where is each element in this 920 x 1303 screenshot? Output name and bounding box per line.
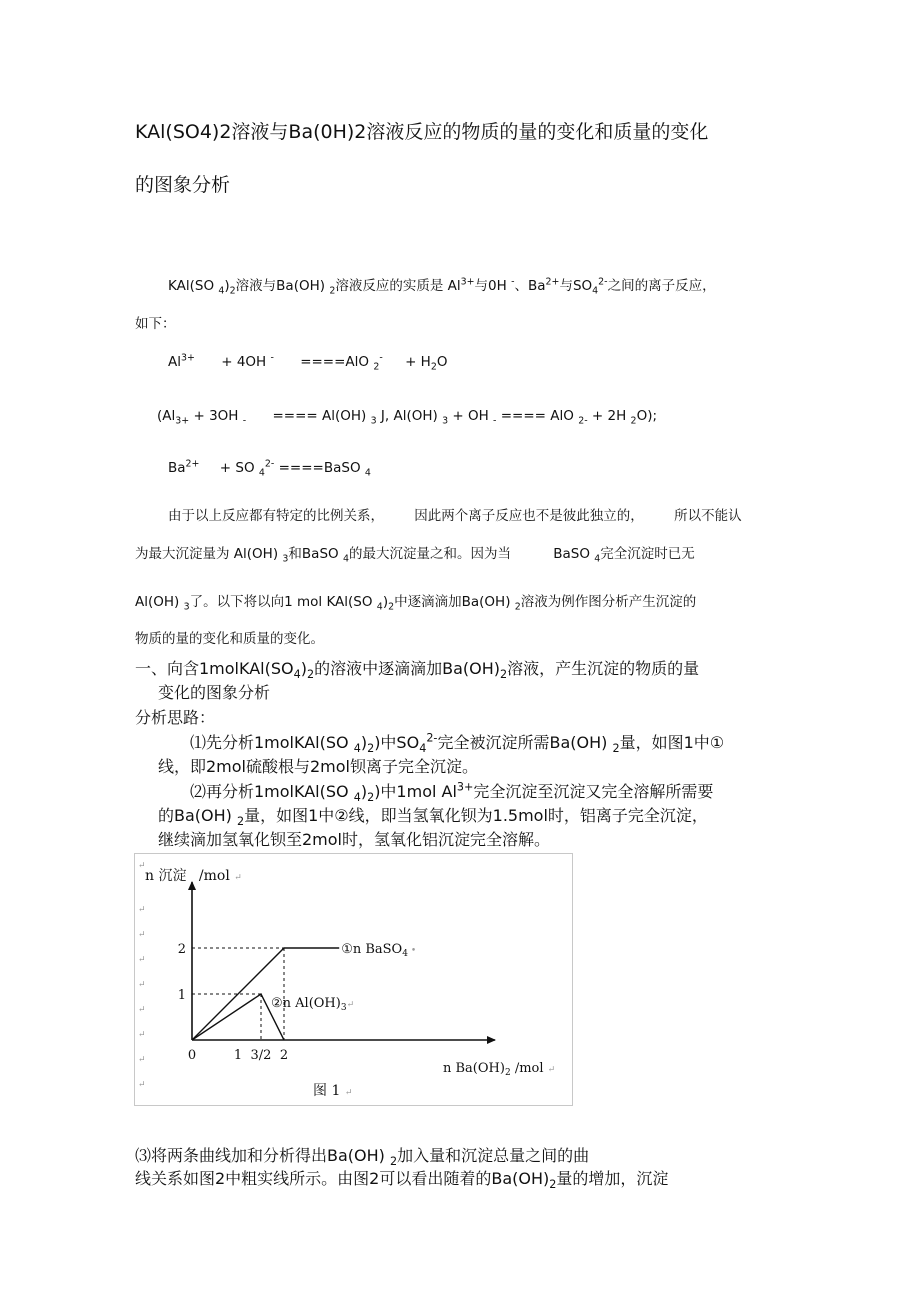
label-1-mark: •	[407, 946, 417, 956]
sub: 4	[353, 742, 361, 756]
text: )	[224, 278, 230, 294]
sub: 3	[442, 415, 449, 427]
text: 量，如图1中②线，即当氢氧化钡为1.5mol时，铝离子完全沉淀，	[244, 806, 708, 825]
sup: 2+	[185, 458, 200, 470]
section-heading-line-1	[135, 656, 700, 682]
figure-1-chart	[134, 853, 573, 1106]
sub: 4	[293, 668, 301, 682]
sub: 3	[183, 601, 190, 613]
text: ====AlO	[300, 354, 374, 370]
sub: 4	[592, 285, 599, 297]
label-2-sub: 3	[340, 1003, 347, 1013]
text: O);	[636, 408, 658, 424]
text: 与SO	[559, 278, 593, 294]
label-1-sub: 4	[402, 949, 408, 959]
sub: 2	[389, 1155, 398, 1169]
sup: 3+	[181, 352, 195, 364]
step-2-line-1	[190, 779, 714, 805]
text: ==== Al(OH)	[272, 408, 371, 424]
text: 物质的量的变化和质量的变化。	[135, 631, 324, 647]
sub: 4	[353, 791, 361, 805]
para-mark: ↵	[547, 1065, 556, 1075]
y-axis-label	[145, 868, 242, 884]
text: 所以不能认	[674, 508, 742, 524]
para-mark: ↵	[138, 1005, 146, 1015]
intro-paragraph-line-2	[135, 312, 176, 332]
document-title-line-1	[135, 117, 708, 144]
text: ==== AlO	[496, 408, 579, 424]
text: )	[360, 733, 368, 752]
text: 为最大沉淀量为 Al(OH)	[135, 546, 283, 562]
body-line-2	[135, 542, 695, 565]
sub: 4	[376, 601, 383, 613]
section-heading-line-2	[158, 680, 270, 703]
sub: 2	[630, 415, 637, 427]
sub: 3	[370, 415, 377, 427]
step-3-line-2	[135, 1166, 669, 1192]
text: 的溶液中逐滴滴加Ba(OH)	[314, 659, 501, 678]
title-text-1: KAl(SO4)2溶液与Ba(0H)2溶液反应的物质的量的变化和质量的变化	[135, 121, 709, 143]
equation-2	[157, 408, 658, 427]
text: 量，如图1中①	[619, 733, 725, 752]
sub: 2	[612, 742, 620, 756]
text: ⑶将两条曲线加和分析得出Ba(OH)	[135, 1146, 390, 1165]
text: KAl(SO	[168, 278, 219, 294]
sub: 2	[367, 791, 375, 805]
text: 溶液，产生沉淀的物质的量	[507, 659, 700, 678]
para-mark: ↵	[344, 1088, 353, 1098]
sub: 3+	[175, 415, 190, 427]
y-tick-label: 2	[177, 942, 186, 957]
text: J, Al(OH)	[376, 408, 443, 424]
body-line-1	[168, 504, 742, 524]
sub: 2	[549, 1178, 557, 1192]
step-3-line-1	[135, 1143, 590, 1169]
text: 一、向含1molKAl(SO	[135, 659, 294, 678]
para-mark: ↵	[138, 1055, 146, 1065]
text: + H	[405, 354, 431, 370]
para-mark: ↵	[138, 1030, 146, 1040]
body-line-3	[135, 590, 697, 613]
text: 的最大沉淀量之和。因为当	[348, 546, 511, 562]
text: 因此两个离子反应也不是彼此独立的，	[414, 508, 644, 524]
sup: 2-	[264, 458, 275, 470]
sub: 3	[282, 553, 289, 565]
text: 之间的离子反应，	[607, 278, 716, 294]
chart-data-layer	[178, 942, 416, 1063]
x-label-main: n Ba(OH)	[443, 1061, 505, 1076]
sub: 2-	[578, 415, 588, 427]
text: ⑵再分析1molKAl(SO	[190, 782, 354, 801]
sub: 2	[306, 668, 315, 682]
text: O	[436, 354, 448, 370]
label-2-mark: ↵	[346, 1000, 355, 1010]
text: 继续滴加氢氧化钡至2mol时，氢氧化铝沉淀完全溶解。	[158, 830, 551, 849]
text: + 2H	[587, 408, 631, 424]
y-label-unit: /mol	[198, 868, 230, 884]
sub: 2	[329, 285, 336, 297]
step-2-line-3	[158, 827, 550, 850]
document-title-line-2	[135, 170, 230, 197]
text: Ba	[168, 460, 186, 476]
text: )中SO	[374, 733, 420, 752]
step-2-line-2	[158, 803, 708, 829]
series-line-1	[192, 948, 339, 1040]
y-tick-label: 1	[177, 988, 186, 1003]
text: 由于以上反应都有特定的比例关系，	[168, 508, 384, 524]
caption-text: 图 1	[313, 1083, 341, 1099]
sup: -	[511, 276, 515, 288]
sub: 4	[258, 467, 265, 479]
text: 变化的图象分析	[158, 683, 271, 702]
text: BaSO	[553, 546, 595, 562]
sup: -	[270, 352, 274, 364]
text: (Al	[157, 408, 176, 424]
text: ⑴先分析1molKAl(SO	[190, 733, 354, 752]
body-line-4	[135, 627, 324, 647]
x-tick-label: 2	[279, 1048, 289, 1063]
text: 完全沉淀时已无	[600, 546, 695, 562]
text: Al	[168, 354, 181, 370]
text: 线，即2mol硫酸根与2mol钡离子完全沉淀。	[158, 757, 479, 776]
label-1-text: ①n BaSO	[341, 942, 403, 957]
text: )	[382, 594, 389, 610]
sub: 4	[218, 285, 225, 297]
text: )	[300, 659, 307, 678]
para-mark: ↵	[138, 1080, 146, 1090]
figure-caption	[313, 1083, 352, 1099]
series-label-1	[341, 942, 416, 959]
sub: 4	[342, 553, 349, 565]
sup: 3+	[460, 276, 475, 288]
text: 完全被沉淀所需Ba(OH)	[437, 733, 613, 752]
text: 线关系如图2中粗实线所示。由图2可以看出随着的Ba(OH)	[135, 1169, 550, 1188]
para-mark: ↵	[138, 955, 146, 965]
sub: -	[493, 415, 497, 427]
equation-3	[168, 458, 371, 479]
sup: 3+	[456, 780, 474, 794]
x-tick-label: 1	[233, 1048, 243, 1063]
text: 溶液为例作图分析产生沉淀的	[520, 594, 697, 610]
label-2-text: ②n Al(OH)	[271, 996, 341, 1011]
para-mark: ↵	[138, 905, 146, 915]
x-label-sub: 2	[504, 1068, 511, 1078]
sup: -	[379, 352, 383, 364]
text: 与0H	[474, 278, 512, 294]
sub: 2	[500, 668, 508, 682]
sub: 4	[364, 467, 371, 479]
sub: 2	[430, 361, 437, 373]
sup: 2-	[426, 731, 438, 745]
para-mark: ↵	[138, 930, 146, 940]
x-label-unit: /mol	[510, 1061, 544, 1076]
para-mark: ↵	[138, 861, 146, 871]
equation-1	[168, 352, 448, 373]
text: 溶液反应的实质是 Al	[335, 278, 461, 294]
text: + OH	[448, 408, 494, 424]
text: 的Ba(OH)	[158, 806, 237, 825]
sub: 4	[419, 742, 427, 756]
text: 和BaSO	[288, 546, 343, 562]
text: 如下：	[135, 316, 176, 332]
x-axis-label	[443, 1061, 555, 1078]
text: 加入量和沉淀总量之间的曲	[397, 1146, 590, 1165]
text: )	[360, 782, 368, 801]
text: 了。以下将以向1 mol KAl(SO	[189, 594, 377, 610]
text: 分析思路：	[135, 708, 216, 727]
para-mark: ↵	[138, 980, 146, 990]
y-label-main: n 沉淀	[145, 868, 187, 884]
para-mark: ↵	[234, 873, 242, 883]
text: + 4OH	[221, 354, 271, 370]
sup: 2-	[598, 276, 608, 288]
text: 中逐滴滴加Ba(OH)	[394, 594, 515, 610]
text: 完全沉淀至沉淀又完全溶解所需要	[473, 782, 714, 801]
x-tick-label: 3/2	[250, 1048, 272, 1063]
title-text-2: 的图象分析	[135, 174, 231, 196]
text: )中1mol Al	[374, 782, 457, 801]
sup: 2+	[545, 276, 560, 288]
chart-svg	[135, 854, 574, 1107]
analysis-label	[135, 705, 215, 728]
text: 溶液与Ba(OH)	[235, 278, 330, 294]
text: Al(OH)	[135, 594, 184, 610]
text: ====BaSO	[274, 460, 365, 476]
text: 量的增加，沉淀	[556, 1169, 669, 1188]
sub: 2	[373, 361, 380, 373]
sub: 4	[594, 553, 601, 565]
sub: -	[242, 415, 247, 427]
intro-paragraph-line-1	[168, 274, 716, 297]
sub: 2	[236, 815, 245, 829]
text: + SO	[219, 460, 259, 476]
sub: 2	[367, 742, 375, 756]
text: + 3OH	[189, 408, 243, 424]
step-1-line-2	[158, 754, 478, 777]
sub: 2	[388, 601, 395, 613]
sub: 2	[514, 601, 521, 613]
x-tick-label: 0	[187, 1048, 197, 1063]
step-1-line-1	[190, 730, 725, 756]
text: 、Ba	[514, 278, 546, 294]
sub: 2	[229, 285, 236, 297]
series-label-2	[271, 996, 354, 1013]
